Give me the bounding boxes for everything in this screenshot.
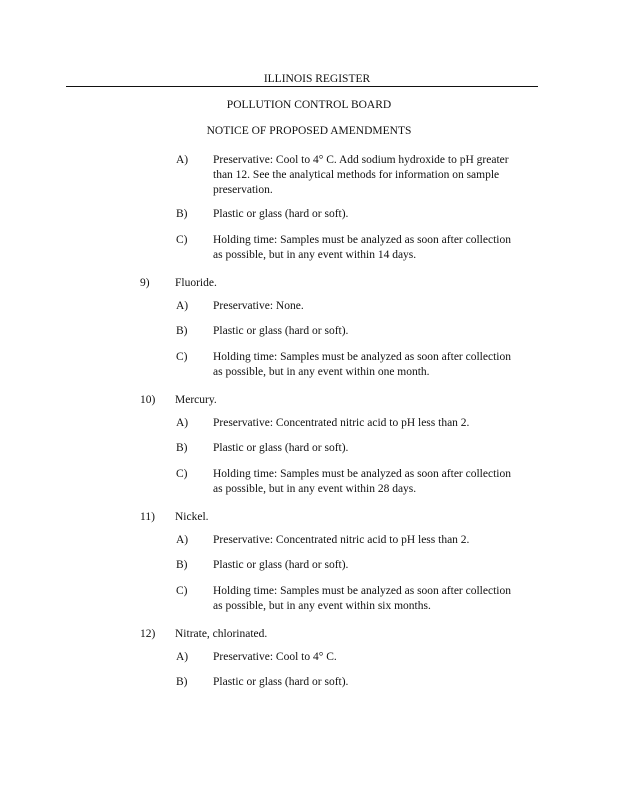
text-line: Holding time: Samples must be analyzed as soon after collection: [213, 585, 511, 597]
header-rule: [66, 86, 538, 87]
item-text: [213, 467, 511, 497]
item-text: [213, 299, 304, 314]
item-text: [213, 416, 469, 431]
item-text: [213, 233, 511, 263]
item-text: [213, 533, 469, 548]
item-text: [175, 627, 267, 642]
text-line: Nitrate, chlorinated.: [175, 628, 268, 640]
text-line: Plastic or glass (hard or soft).: [213, 676, 349, 688]
item-text: [213, 675, 348, 690]
item-label: B): [176, 676, 188, 688]
text-line: Mercury.: [175, 394, 217, 406]
text-line: Holding time: Samples must be analyzed as soon after collection: [213, 234, 511, 246]
item-label: B): [176, 208, 188, 220]
text-line: Preservative: Cool to 4° C.: [213, 651, 337, 663]
notice-title: NOTICE OF PROPOSED AMENDMENTS: [206, 125, 412, 137]
text-line: as possible, but in any event within 28 days.: [213, 483, 417, 495]
item-text: [213, 584, 511, 614]
item-label: A): [176, 300, 189, 312]
text-line: Holding time: Samples must be analyzed as soon after collection: [213, 468, 511, 480]
register-title: ILLINOIS REGISTER: [263, 73, 371, 85]
item-text: [175, 393, 217, 408]
item-label: A): [176, 154, 189, 166]
text-line: as possible, but in any event within one month.: [213, 366, 430, 378]
item-label: B): [176, 559, 188, 571]
item-label: C): [176, 234, 188, 246]
text-line: Plastic or glass (hard or soft).: [213, 559, 349, 571]
text-line: Nickel.: [175, 511, 209, 523]
item-text: [213, 207, 348, 222]
item-text: [175, 276, 217, 291]
text-line: as possible, but in any event within six months.: [213, 600, 431, 612]
text-line: Plastic or glass (hard or soft).: [213, 442, 349, 454]
text-line: Plastic or glass (hard or soft).: [213, 208, 349, 220]
text-line: Holding time: Samples must be analyzed as soon after collection: [213, 351, 511, 363]
item-text: [213, 441, 348, 456]
text-line: Preservative: Cool to 4° C. Add sodium hydroxide to pH greater: [213, 154, 509, 166]
item-label: A): [176, 651, 189, 663]
item-label: C): [176, 468, 188, 480]
item-text: [213, 324, 348, 339]
item-text: [175, 510, 209, 525]
board-title: POLLUTION CONTROL BOARD: [226, 99, 392, 111]
item-text: [213, 650, 337, 665]
item-label: 11): [140, 511, 155, 523]
text-line: Preservative: Concentrated nitric acid to pH less than 2.: [213, 417, 470, 429]
item-label: C): [176, 351, 188, 363]
text-line: Preservative: Concentrated nitric acid to pH less than 2.: [213, 534, 470, 546]
item-label: C): [176, 585, 188, 597]
item-text: [213, 153, 509, 198]
item-label: A): [176, 417, 189, 429]
item-label: B): [176, 325, 188, 337]
text-line: than 12. See the analytical methods for information on sample: [213, 169, 500, 181]
item-label: 9): [140, 277, 150, 289]
text-line: Plastic or glass (hard or soft).: [213, 325, 349, 337]
item-label: 10): [140, 394, 156, 406]
item-text: [213, 558, 348, 573]
text-line: Fluoride.: [175, 277, 217, 289]
text-line: preservation.: [213, 184, 273, 196]
item-label: B): [176, 442, 188, 454]
item-text: [213, 350, 511, 380]
text-line: Preservative: None.: [213, 300, 304, 312]
item-label: 12): [140, 628, 156, 640]
item-label: A): [176, 534, 189, 546]
text-line: as possible, but in any event within 14 days.: [213, 249, 417, 261]
